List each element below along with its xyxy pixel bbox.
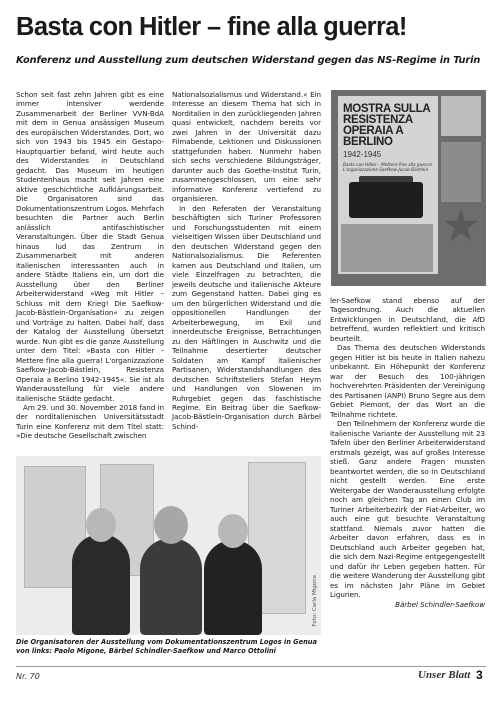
person-left-head	[86, 508, 116, 542]
paragraph: Nationalsozialismus und Widerstand.« Ein Interesse an diesem Thema hat sich in Norditalien in den zurückliegenden Jahren quasi entwickelt, nachdem bereits vor zwei Jahren in der Universität dazu Filmabende, Lektionen und Diskussionen stattgefunden haben. Nunmehr haben sich sechs verschiedene Bildungsträger, darunter auch das Goethe-Institut Turin, zusammengeschlossen, um eine sehr informative Konferenz vertiefend zu organisieren.	[172, 90, 321, 204]
person-center	[140, 538, 202, 635]
page-number: 3	[476, 668, 483, 682]
issue-number: Nr. 70	[16, 672, 40, 681]
person-left	[72, 534, 130, 635]
organizers-photo	[16, 456, 321, 635]
typewriter-image	[349, 182, 423, 218]
poster-side-panel	[441, 96, 481, 136]
photo-credit: Foto: Carla Migone	[312, 575, 318, 627]
article-column-2	[172, 90, 321, 456]
article-column-1	[16, 90, 164, 455]
subheadline: Konferenz und Ausstellung zum deutschen Widerstand gegen das NS-Regime in Turin	[16, 55, 481, 66]
paragraph: ler-Saefkow stand ebenso auf der Tagesordnung. Auch die aktuellen Entwicklungen in Deutschland, die AfD betreffend, wurden reflektiert und kritisch beurteilt.	[330, 296, 485, 343]
exhibition-poster-photo	[331, 90, 486, 286]
star-icon	[443, 208, 479, 244]
footer-divider	[16, 666, 486, 667]
person-right-head	[218, 514, 248, 548]
paragraph: Den Teilnehmern der Konferenz wurde die italienische Variante der Ausstellung mit 23 Tafeln über den Berliner Arbeiterwiderstand erstmals gezeigt, was auf großes Interesse stieß. Ganz andere Fragen mussten beantwortet werden, die so in Deutschland nicht gestellt werden. Eine erste Weitergabe der Wanderausstellung erfolgte noch am gleichen Tag an einen Club im Turiner Arbeiterbezirk der Fiat-Arbeiter, wo auch eine gut besuchte Veranstaltung stattfand. Niemals zuvor hatten die Arbeiter davon erfahren, dass es in Deutschland auch Arbeiter gegeben hat, die sich dem Nazi-Regime entgegengestellt und dafür ihr Leben gegeben hatten. Für die weitere Wanderung der Ausstellung gibt es im nächsten Jahr Pläne im Gebiet Ligurien.	[330, 419, 485, 600]
magazine-name: Unser Blatt	[418, 669, 471, 681]
article-column-3	[330, 296, 485, 651]
paragraph: Das Thema des deutschen Widerstands gegen Hitler ist bis heute in Italien nahezu unbekannt. Ein Höhepunkt der Konferenz war der Besuch des 100-jährigen hochverehrten Präsidenten der Vereinigung des Partisanen (ANPI) Bruno Segre aus dem Gebiet Piemont, der das Wort an die Teilnahme richtete.	[330, 343, 485, 419]
poster-portraits	[441, 142, 481, 202]
poster-subtitle: Basta con Hitler – Mettere fine alla guerra! L'organizzazione Saefkow-Jacob-Bästlein	[343, 162, 433, 172]
poster-banner-image	[341, 224, 433, 272]
author-signature: Bärbel Schindler-Saefkow	[395, 599, 485, 609]
poster-years: 1942-1945	[343, 150, 382, 159]
paragraph: Am 29. und 30. November 2018 fand in der norditalienischen Universitätsstadt Turin eine Konferenz mit dem Titel statt: »Die deutsche Gesellschaft zwischen	[16, 402, 164, 441]
headline: Basta con Hitler – fine alla guerra!	[16, 13, 407, 41]
person-center-head	[154, 506, 188, 544]
paragraph: Schon seit fast zehn Jahren gibt es eine immer intensiver werdende Zusammenarbeit der Berliner VVN-BdA mit dem in Genua ansässigen Museum des europäischen Widerstandes. Dort, wo sich von 1943 bis 1945 ein Gestapo-Hauptquartier befand, wird heute auch des Widerstandes in Deutschland gedacht. Das Museum im heutigen Studentenhaus macht seit Jahren eine aktive geschichtliche Aufklärungsarbeit. Die Organisatoren sind das Dokumentationszentrum Logos. Mehrfach besuchten die Partner auch Berlin anlässlich antifaschistischer Veranstaltungen. Über die Stadt Genua hinaus lud das Zentrum in Zusammenarbeit mit anderen italienischen interessanten auch in andere Städte Italiens ein, um dort die Ausstellung über den Berliner Arbeiterwiderstand »Weg mit Hitler – Schluss mit dem Krieg! Die Saefkow-Jacob-Bästlein-Organisation« zu zeigen und Vorträge zu halten. Dabei half, dass der Katalog der Ausstellung übersetzt wurde. Nun gibt es die ganze Ausstellung unter dem Titel: »Basta con Hitler – Mettere fine alla guerra! L'organizzazione Saefkow-Jacob-Bästlein, Resistenza Operaia a Berlino 1942-1945«. Sie ist als Wanderausstellung für viele andere italienische Städte gedacht.	[16, 90, 164, 403]
paragraph: In den Referaten der Veranstaltung beschäftigten sich Turiner Professoren und Forschungsstudenten mit einem vielseitigen Wissen über Deutschland und den deutschen Widerstand gegen den Nationalsozialismus. Die Referenten kamen aus Deutschland und Italien, um viele Einzelfragen zu betrachten, die jeweils deutsche und italienische Akteure zum Gegenstand hatten. Dabei ging es um den bürgerlichen Widerstand und die oppositionellen Handlungen der Arbeiterbewegung, im Exil und innerdeutsche Ereignisse, Betrachtungen zu den Häftlingen in Auschwitz und die Teilnahme desertierter deutscher Soldaten am Kampf italienischer Partisanen, Widerstandshandlungen des deutschen Schriftstellers Stefan Heym und Handlungen von Slowenen im Ruhrgebiet gegen das faschistische Regime. Ein Beitrag über die Saefkow-Jacob-Bästlein-Organisation durch Bärbel Schind-	[172, 203, 321, 431]
person-right	[204, 540, 262, 635]
poster-title: MOSTRA SULLA RESISTENZA OPERAIA A BERLINO	[343, 103, 430, 148]
photo-caption: Die Organisatoren der Ausstellung vom Dokumentationszentrum Logos in Genua von links: Paolo Migone, Bärbel Schindler-Saefkow und Marco Ottolini	[16, 638, 317, 655]
